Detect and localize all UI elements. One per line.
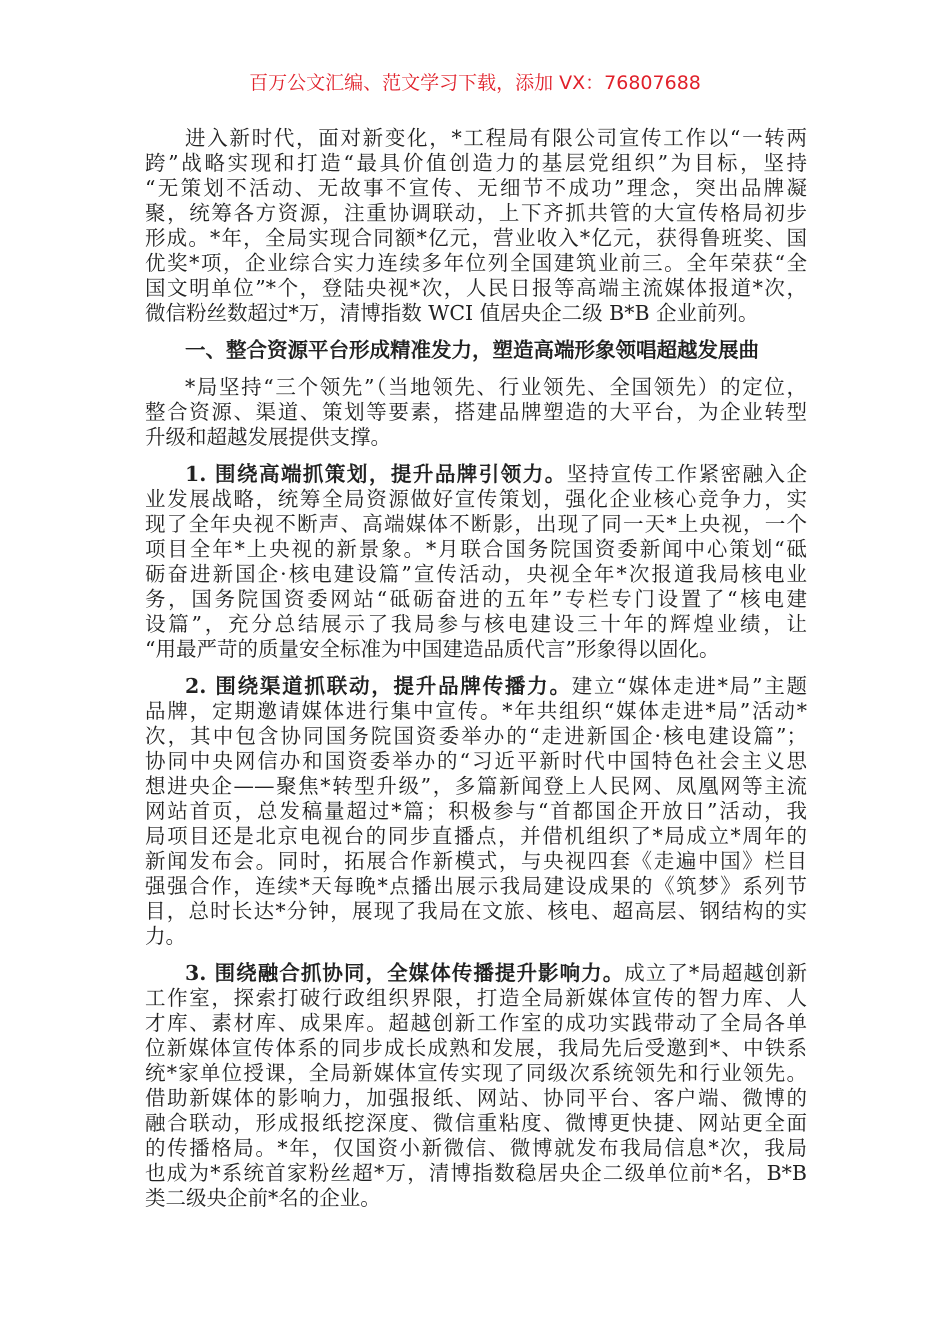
text-line [145, 276, 807, 301]
text-line [145, 986, 807, 1011]
paragraph-lead: 3. 围绕融合抓协同，全媒体传播提升影响力。 [185, 961, 625, 985]
text-line [145, 338, 807, 363]
line-text: 局项目还是北京电视台的同步直播点，并借机组织了*局成立*周年的 [145, 824, 807, 848]
text-line [145, 1061, 807, 1086]
text-line [145, 1136, 807, 1161]
paragraph-lead: 2. 围绕渠道抓联动，提升品牌传播力。 [185, 674, 572, 698]
line-text: *局坚持“三个领先”（当地领先、行业领先、全国领先）的定位， [185, 375, 807, 399]
document-body [145, 126, 807, 1223]
text-line [145, 562, 807, 587]
text-line [145, 151, 807, 176]
line-text: 砺奋进新国企·核电建设篇”宣传活动，央视全年*次报道我局核电业 [145, 562, 807, 586]
text-line [145, 799, 807, 824]
text-line [145, 126, 807, 151]
line-text: 微信粉丝数超过*万，清博指数 WCI 值居央企二级 B*B 企业前列。 [145, 301, 759, 325]
text-line [145, 699, 807, 724]
line-text: 借助新媒体的影响力，加强报纸、网站、协同平台、客户端、微博的 [145, 1086, 807, 1110]
line-text: 次，其中包含协同国务院国资委举办的“走进新国企·核电建设篇”； [145, 724, 807, 748]
line-text: 坚持宣传工作紧密融入企 [566, 462, 808, 486]
line-text: “无策划不活动、无故事不宣传、无细节不成功”理念，突出品牌凝 [145, 176, 807, 200]
paragraph [145, 674, 807, 949]
line-text: 力。 [145, 924, 186, 948]
line-text: 强强合作，连续*天每晚*点播出展示我局建设成果的《筑梦》系列节 [145, 874, 807, 898]
text-line [145, 251, 807, 276]
text-line [145, 400, 807, 425]
text-line [145, 201, 807, 226]
paragraph [145, 375, 807, 450]
section-heading [145, 338, 807, 363]
line-text: 也成为*系统首家粉丝超*万，清博指数稳居央企二级单位前*名，B*B [145, 1161, 807, 1185]
line-text: 新闻发布会。同时，拓展合作新模式，与央视四套《走遍中国》栏目 [145, 849, 807, 873]
line-text: “用最严苛的质量安全标准为中国建造品质代言”形象得以固化。 [145, 637, 720, 661]
line-text: 聚，统筹各方资源，注重协调联动，上下齐抓共管的大宣传格局初步 [145, 201, 807, 225]
line-text: 目，总时长达*分钟，展现了我局在文旅、核电、超高层、钢结构的实 [145, 899, 807, 923]
line-text: 务，国务院国资委网站“砥砺奋进的五年”专栏专门设置了“核电建 [145, 587, 807, 611]
paragraph [145, 126, 807, 326]
text-line [145, 724, 807, 749]
line-text: 建立“媒体走进*局”主题 [571, 674, 807, 698]
text-line [145, 924, 807, 949]
text-line [145, 512, 807, 537]
line-text: 跨”战略实现和打造“最具价值创造力的基层党组织”为目标，坚持 [145, 151, 807, 175]
line-text: 协同中央网信办和国资委举办的“习近平新时代中国特色社会主义思 [145, 749, 807, 773]
line-text: 类二级央企前*名的企业。 [145, 1186, 381, 1210]
line-text: 整合资源、渠道、策划等要素，搭建品牌塑造的大平台，为企业转型 [145, 400, 807, 424]
text-line [145, 749, 807, 774]
line-text: 项目全年*上央视的新景象。*月联合国务院国资委新闻中心策划“砥 [145, 537, 807, 561]
line-text: 升级和超越发展提供支撑。 [145, 425, 391, 449]
line-text: 形成。*年，全局实现合同额*亿元，营业收入*亿元，获得鲁班奖、国 [145, 226, 807, 250]
text-line [145, 774, 807, 799]
line-text: 的传播格局。*年，仅国资小新微信、微博就发布我局信息*次，我局 [145, 1136, 807, 1160]
line-text: 品牌，定期邀请媒体进行集中宣传。*年共组织“媒体走进*局”活动* [145, 699, 807, 723]
line-text: 优奖*项，企业综合实力连续多年位列全国建筑业前三。全年荣获“全 [145, 251, 807, 275]
line-text: 现了全年央视不断声、高端媒体不断影，出现了同一天*上央视，一个 [145, 512, 807, 536]
text-line [145, 1086, 807, 1111]
text-line [145, 425, 807, 450]
line-text: 统*家单位授课，全局新媒体宣传实现了同级次系统领先和行业领先。 [145, 1061, 807, 1085]
text-line [145, 1161, 807, 1186]
text-line [145, 1186, 807, 1211]
line-text: 一、整合资源平台形成精准发力，塑造高端形象领唱超越发展曲 [185, 338, 759, 362]
line-text: 位新媒体宣传体系的同步成长成熟和发展，我局先后受邀到*、中铁系 [145, 1036, 807, 1060]
text-line [145, 874, 807, 899]
text-line [145, 375, 807, 400]
text-line [145, 537, 807, 562]
text-line [145, 1036, 807, 1061]
text-line [145, 1011, 807, 1036]
line-text: 进入新时代，面对新变化，*工程局有限公司宣传工作以“一转两 [185, 126, 807, 150]
text-line [145, 637, 807, 662]
paragraph [145, 961, 807, 1211]
line-text: 国文明单位”*个，登陆央视*次，人民日报等高端主流媒体报道*次， [145, 276, 807, 300]
text-line [145, 587, 807, 612]
text-line [145, 899, 807, 924]
text-line [145, 674, 807, 699]
line-text: 业发展战略，统筹全局资源做好宣传策划，强化企业核心竞争力，实 [145, 487, 807, 511]
paragraph-lead: 1. 围绕高端抓策划，提升品牌引领力。 [185, 462, 567, 486]
line-text: 才库、素材库、成果库。超越创新工作室的成功实践带动了全局各单 [145, 1011, 807, 1035]
paragraph [145, 462, 807, 662]
text-line [145, 487, 807, 512]
text-line [145, 1111, 807, 1136]
text-line [145, 301, 807, 326]
text-line [145, 961, 807, 986]
watermark-banner: 百万公文汇编、范文学习下载，添加 VX：76807688 [249, 72, 701, 94]
line-text: 成立了*局超越创新 [624, 961, 808, 985]
text-line [145, 176, 807, 201]
text-line [145, 824, 807, 849]
text-line [145, 226, 807, 251]
text-line [145, 462, 807, 487]
line-text: 设篇”，充分总结展示了我局参与核电建设三十年的辉煌业绩，让 [145, 612, 807, 636]
line-text: 想进央企——聚焦*转型升级”，多篇新闻登上人民网、凤凰网等主流 [145, 774, 807, 798]
line-text: 网站首页，总发稿量超过*篇；积极参与“首都国企开放日”活动，我 [145, 799, 807, 823]
text-line [145, 612, 807, 637]
text-line [145, 849, 807, 874]
line-text: 融合联动，形成报纸挖深度、微信重粘度、微博更快捷、网站更全面 [145, 1111, 807, 1135]
line-text: 工作室，探索打破行政组织界限，打造全局新媒体宣传的智力库、人 [145, 986, 807, 1010]
